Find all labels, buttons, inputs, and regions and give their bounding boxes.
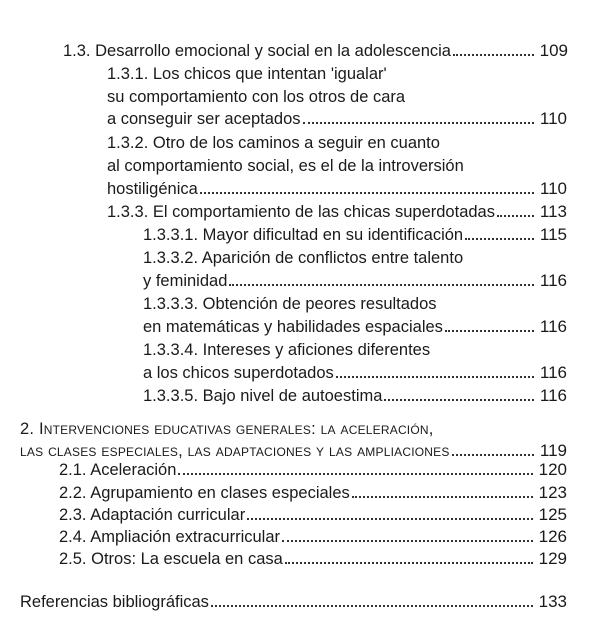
toc-entry-label: y feminidad bbox=[143, 272, 228, 290]
toc-entry-2-3 bbox=[59, 504, 567, 526]
leader-dots bbox=[285, 562, 533, 564]
toc-page-number: 119 bbox=[539, 441, 567, 460]
leader-dots bbox=[445, 330, 534, 332]
toc-entry-label: 2.2. Agrupamiento en clases especiales bbox=[59, 484, 350, 502]
toc-entry-label: las clases especiales, las adaptaciones y las ampliaciones bbox=[20, 442, 450, 460]
toc-entry-label: en matemáticas y habilidades espaciales bbox=[143, 318, 443, 336]
toc-entry-2-1 bbox=[59, 459, 567, 481]
toc-page-number: 126 bbox=[538, 527, 567, 546]
toc-entry-1-3-3-5 bbox=[143, 385, 567, 407]
toc-page-number: 110 bbox=[539, 109, 567, 128]
toc-page-number: 116 bbox=[539, 386, 567, 405]
toc-entry-referencias bbox=[20, 591, 567, 613]
toc-entry-label: 1.3.3.1. Mayor dificultad en su identificación bbox=[143, 226, 464, 244]
toc-page-number: 110 bbox=[539, 179, 567, 198]
leader-dots bbox=[229, 284, 534, 286]
toc-entry-1-3-3-3 bbox=[143, 316, 567, 338]
toc-entry-2-4 bbox=[59, 526, 567, 548]
toc-entry-label: 1.3.3. El comportamiento de las chicas superdotadas bbox=[107, 203, 495, 221]
toc-page-number: 123 bbox=[538, 483, 567, 502]
leader-dots bbox=[452, 454, 534, 456]
toc-entry-label: hostiligénica bbox=[107, 180, 198, 198]
toc-entry-label: 2.5. Otros: La escuela en casa bbox=[59, 550, 283, 568]
toc-page-number: 120 bbox=[538, 460, 567, 479]
toc-entry-2-5 bbox=[59, 548, 567, 570]
leader-dots bbox=[282, 540, 533, 542]
toc-entry-label: 2.3. Adaptación curricular bbox=[59, 506, 246, 524]
toc-entry-1-3-3-4-line1: 1.3.3.4. Intereses y aficiones diferentes bbox=[143, 341, 431, 359]
leader-dots bbox=[200, 192, 534, 194]
toc-page-number: 109 bbox=[539, 41, 568, 60]
toc-page-number: 116 bbox=[539, 363, 567, 382]
leader-dots bbox=[453, 54, 534, 56]
leader-dots bbox=[352, 496, 533, 498]
toc-page-number: 125 bbox=[538, 505, 567, 524]
toc-entry-1-3-3-2-line1: 1.3.3.2. Aparición de conflictos entre talento bbox=[143, 249, 464, 267]
toc-page-number: 133 bbox=[538, 592, 567, 611]
leader-dots bbox=[465, 238, 534, 240]
toc-entry-2-line1: 2. Intervenciones educativas generales: la aceleración, bbox=[20, 420, 434, 438]
leader-dots bbox=[497, 215, 534, 217]
toc-entry-1-3-1-line1: 1.3.1. Los chicos que intentan 'igualar' bbox=[107, 65, 387, 83]
leader-dots bbox=[211, 605, 533, 607]
toc-entry-label: Referencias bibliográficas bbox=[20, 593, 209, 611]
toc-entry-1-3-1 bbox=[107, 108, 567, 130]
toc-entry-label: a conseguir ser aceptados bbox=[107, 110, 301, 128]
toc-entry-1-3-3-1 bbox=[143, 224, 567, 246]
toc-page-number: 129 bbox=[538, 549, 567, 568]
toc-entry-1-3-3-2 bbox=[143, 270, 567, 292]
toc-entry-2-2 bbox=[59, 482, 567, 504]
toc-page-number: 116 bbox=[539, 271, 567, 290]
toc-entry-1-3-1-line2: su comportamiento con los otros de cara bbox=[107, 88, 406, 106]
toc-entry-1-3 bbox=[63, 40, 568, 62]
leader-dots bbox=[384, 399, 533, 401]
toc-entry-label: 1.3.3.5. Bajo nivel de autoestima bbox=[143, 387, 383, 405]
toc-entry-label: a los chicos superdotados bbox=[143, 364, 334, 382]
toc-page-number: 113 bbox=[539, 202, 567, 221]
toc-entry-label: 2.1. Aceleración bbox=[59, 461, 177, 479]
leader-dots bbox=[247, 518, 532, 520]
toc-entry-1-3-3-3-line1: 1.3.3.3. Obtención de peores resultados bbox=[143, 295, 437, 313]
toc-page-number: 115 bbox=[539, 225, 567, 244]
toc-entry-1-3-3-4 bbox=[143, 362, 567, 384]
toc-entry-1-3-3 bbox=[107, 201, 567, 223]
toc-entry-1-3-2 bbox=[107, 178, 567, 200]
toc-entry-label: 2.4. Ampliación extracurricular bbox=[59, 528, 281, 546]
leader-dots bbox=[336, 376, 534, 378]
toc-entry-1-3-2-line2: al comportamiento social, es el de la introversión bbox=[107, 157, 464, 175]
toc-entry-label: 1.3. Desarrollo emocional y social en la adolescencia bbox=[63, 42, 451, 60]
leader-dots bbox=[178, 473, 532, 475]
leader-dots bbox=[303, 122, 534, 124]
toc-entry-1-3-2-line1: 1.3.2. Otro de los caminos a seguir en cuanto bbox=[107, 134, 440, 152]
toc-page-number: 116 bbox=[539, 317, 567, 336]
